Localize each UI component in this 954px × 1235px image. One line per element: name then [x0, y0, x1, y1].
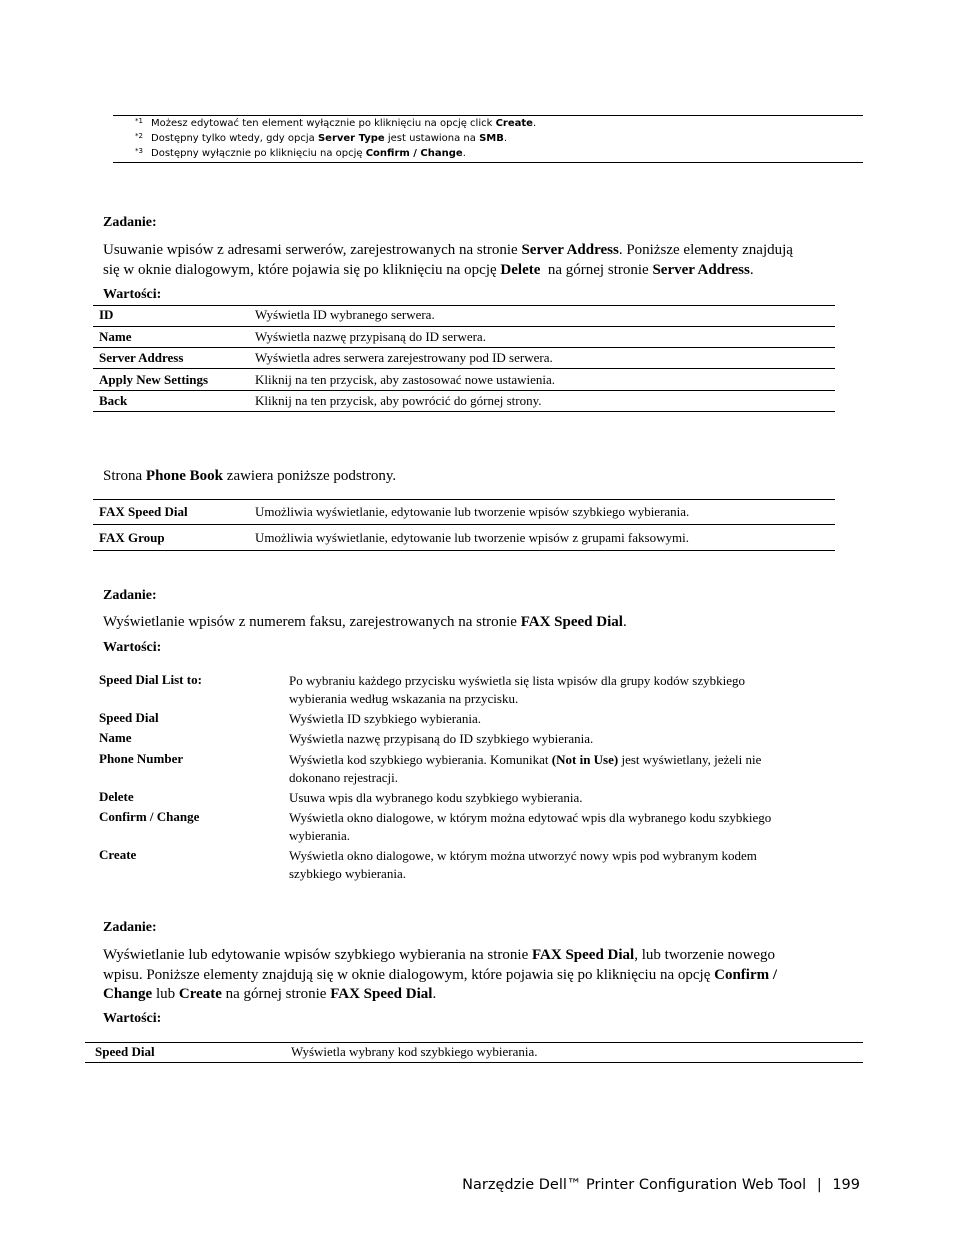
desc-text: na górnej stronie — [221, 986, 331, 1002]
value-desc: Wyświetla nazwę przypisaną do ID szybkiego wybierania. — [289, 731, 594, 746]
task-description — [103, 946, 777, 1005]
table-cell-desc: Kliknij na ten przycisk, aby powrócić do górnej strony. — [255, 393, 542, 408]
footer-separator: | — [816, 1177, 822, 1193]
table-cell-desc: Wyświetla wybrany kod szybkiego wybierania. — [291, 1044, 538, 1059]
footnote-text: Dostępny tylko wtedy, gdy opcja — [151, 133, 318, 144]
desc-text: lub — [152, 986, 179, 1002]
table-rule — [85, 1042, 863, 1043]
table-rule — [93, 305, 835, 306]
table-cell-name: Apply New Settings — [99, 372, 209, 387]
table-cell-desc: Umożliwia wyświetlanie, edytowanie lub tworzenie wpisów z grupami faksowymi. — [255, 530, 689, 545]
desc-text: , lub tworzenie nowego — [634, 947, 776, 963]
page-number: 199 — [832, 1177, 860, 1193]
desc-bold: Create — [178, 986, 222, 1002]
footnote-text-end: . — [532, 118, 537, 129]
values-label: Wartości: — [103, 1011, 162, 1026]
value-desc: Wyświetla ID szybkiego wybierania. — [289, 711, 481, 726]
value-desc-bold: (Not in Use) — [551, 752, 619, 767]
footnote-bottom-rule — [113, 162, 863, 163]
value-name: Phone Number — [99, 751, 184, 766]
footnote-mark: *1 — [135, 117, 143, 125]
value-name: Speed Dial List to: — [99, 672, 202, 687]
task-description — [103, 241, 863, 280]
value-name: Confirm / Change — [99, 809, 200, 824]
footnote-top-rule — [113, 115, 863, 116]
table-cell-name: Speed Dial — [95, 1044, 155, 1059]
table-cell-name: Server Address — [99, 350, 184, 365]
speed-dial-values — [99, 672, 859, 892]
table-cell-name: Name — [99, 329, 132, 344]
value-desc-line: wybierania według wskazania na przycisku. — [289, 690, 519, 706]
value-desc-line: szybkiego wybierania. — [289, 865, 406, 881]
value-desc-line: Po wybraniu każdego przycisku wyświetla się lista wpisów dla grupy kodów szybkiego — [289, 673, 746, 688]
value-desc — [289, 847, 757, 882]
value-name: Speed Dial — [99, 710, 159, 725]
footnote-mark: *2 — [135, 132, 143, 140]
task-label: Zadanie: — [103, 215, 157, 230]
footnote-text-end: . — [462, 148, 466, 159]
footnote-bold: Create — [495, 118, 533, 129]
value-desc — [289, 809, 771, 844]
desc-text: . Poniższe elementy znajdują — [618, 242, 793, 258]
table-rule — [93, 550, 835, 551]
task-label: Zadanie: — [103, 920, 157, 935]
footnote-bold-2: SMB — [479, 133, 504, 144]
task-label: Zadanie: — [103, 588, 157, 603]
desc-text: . — [432, 986, 437, 1002]
value-desc-line: Wyświetla okno dialogowe, w którym można utworzyć nowy wpis pod wybranym kodem — [289, 848, 757, 863]
page-footer — [462, 1177, 860, 1193]
table-rule — [93, 499, 835, 500]
values-label: Wartości: — [103, 640, 162, 655]
value-desc-text: jest wyświetlany, jeżeli nie — [618, 752, 762, 767]
value-name: Create — [99, 847, 137, 862]
footer-title: Narzędzie Dell™ Printer Configuration Web Tool — [462, 1177, 807, 1193]
footnote-text-mid: jest ustawiona na — [384, 133, 480, 144]
desc-text: . — [622, 614, 627, 630]
table-rule — [93, 326, 835, 327]
footnote-bold: Confirm / Change — [365, 148, 463, 159]
value-desc — [289, 751, 761, 786]
table-cell-desc: Wyświetla nazwę przypisaną do ID serwera. — [255, 329, 486, 344]
task-description — [103, 613, 627, 633]
desc-bold: Server Address — [521, 242, 619, 258]
desc-text: się w oknie dialogowym, które pojawia się po kliknięciu na opcję — [103, 261, 501, 278]
value-desc-line: wybierania. — [289, 827, 351, 843]
value-desc: Usuwa wpis dla wybranego kodu szybkiego wybierania. — [289, 790, 583, 805]
table-cell-desc: Wyświetla adres serwera zarejestrowany pod ID serwera. — [255, 350, 553, 365]
desc-bold: Server Address — [652, 261, 750, 278]
desc-text: Wyświetlanie lub edytowanie wpisów szybkiego wybierania na stronie — [103, 947, 532, 963]
table-cell-name: FAX Group — [99, 530, 165, 545]
desc-bold: Change — [103, 986, 153, 1002]
footnote-bold: Server Type — [317, 133, 385, 144]
phonebook-intro — [103, 467, 396, 487]
desc-text: na górnej stronie — [540, 261, 653, 278]
table-rule — [93, 411, 835, 412]
table-cell-name: Back — [99, 393, 128, 408]
desc-bold: FAX Speed Dial — [330, 986, 433, 1002]
value-desc — [289, 672, 745, 707]
values-label: Wartości: — [103, 287, 162, 302]
desc-text: wpisu. Poniższe elementy znajdują się w oknie dialogowym, które pojawia się po kliknięciu na opcję — [103, 966, 715, 983]
value-desc-line: dokonano rejestracji. — [289, 769, 399, 785]
footnote-text-end: . — [503, 133, 508, 144]
desc-text: Wyświetlanie wpisów z numerem faksu, zarejestrowanych na stronie — [103, 614, 521, 630]
desc-bold: Confirm / — [714, 966, 778, 983]
value-desc-line: Wyświetla okno dialogowe, w którym można edytować wpis dla wybranego kodu szybkiego — [289, 810, 772, 825]
footnote-text: Możesz edytować ten element wyłącznie po kliknięciu na opcję click — [151, 118, 496, 129]
table-cell-name: ID — [99, 307, 114, 322]
desc-bold: FAX Speed Dial — [532, 947, 635, 963]
value-name: Delete — [99, 789, 134, 804]
table-cell-desc: Umożliwia wyświetlanie, edytowanie lub tworzenie wpisów szybkiego wybierania. — [255, 504, 690, 519]
desc-bold: Delete — [500, 261, 541, 278]
footnote-text: Dostępny wyłącznie po kliknięciu na opcję — [151, 148, 366, 159]
table-cell-desc: Wyświetla ID wybranego serwera. — [255, 307, 435, 322]
table-rule — [85, 1062, 863, 1063]
table-rule — [93, 524, 835, 525]
intro-bold: Phone Book — [145, 468, 224, 484]
desc-text: Usuwanie wpisów z adresami serwerów, zarejestrowanych na stronie — [103, 242, 522, 258]
footnote-mark: *3 — [135, 147, 143, 155]
value-name: Name — [99, 730, 132, 745]
intro-text: zawiera poniższe podstrony. — [223, 468, 397, 484]
desc-text: . — [749, 261, 754, 278]
table-cell-desc: Kliknij na ten przycisk, aby zastosować nowe ustawienia. — [255, 372, 555, 387]
table-rule — [93, 368, 835, 369]
value-desc-text: Wyświetla kod szybkiego wybierania. Komunikat — [289, 752, 552, 767]
intro-text: Strona — [103, 468, 146, 484]
table-cell-name: FAX Speed Dial — [99, 504, 188, 519]
table-rule — [93, 390, 835, 391]
desc-bold: FAX Speed Dial — [520, 614, 623, 630]
table-rule — [93, 347, 835, 348]
